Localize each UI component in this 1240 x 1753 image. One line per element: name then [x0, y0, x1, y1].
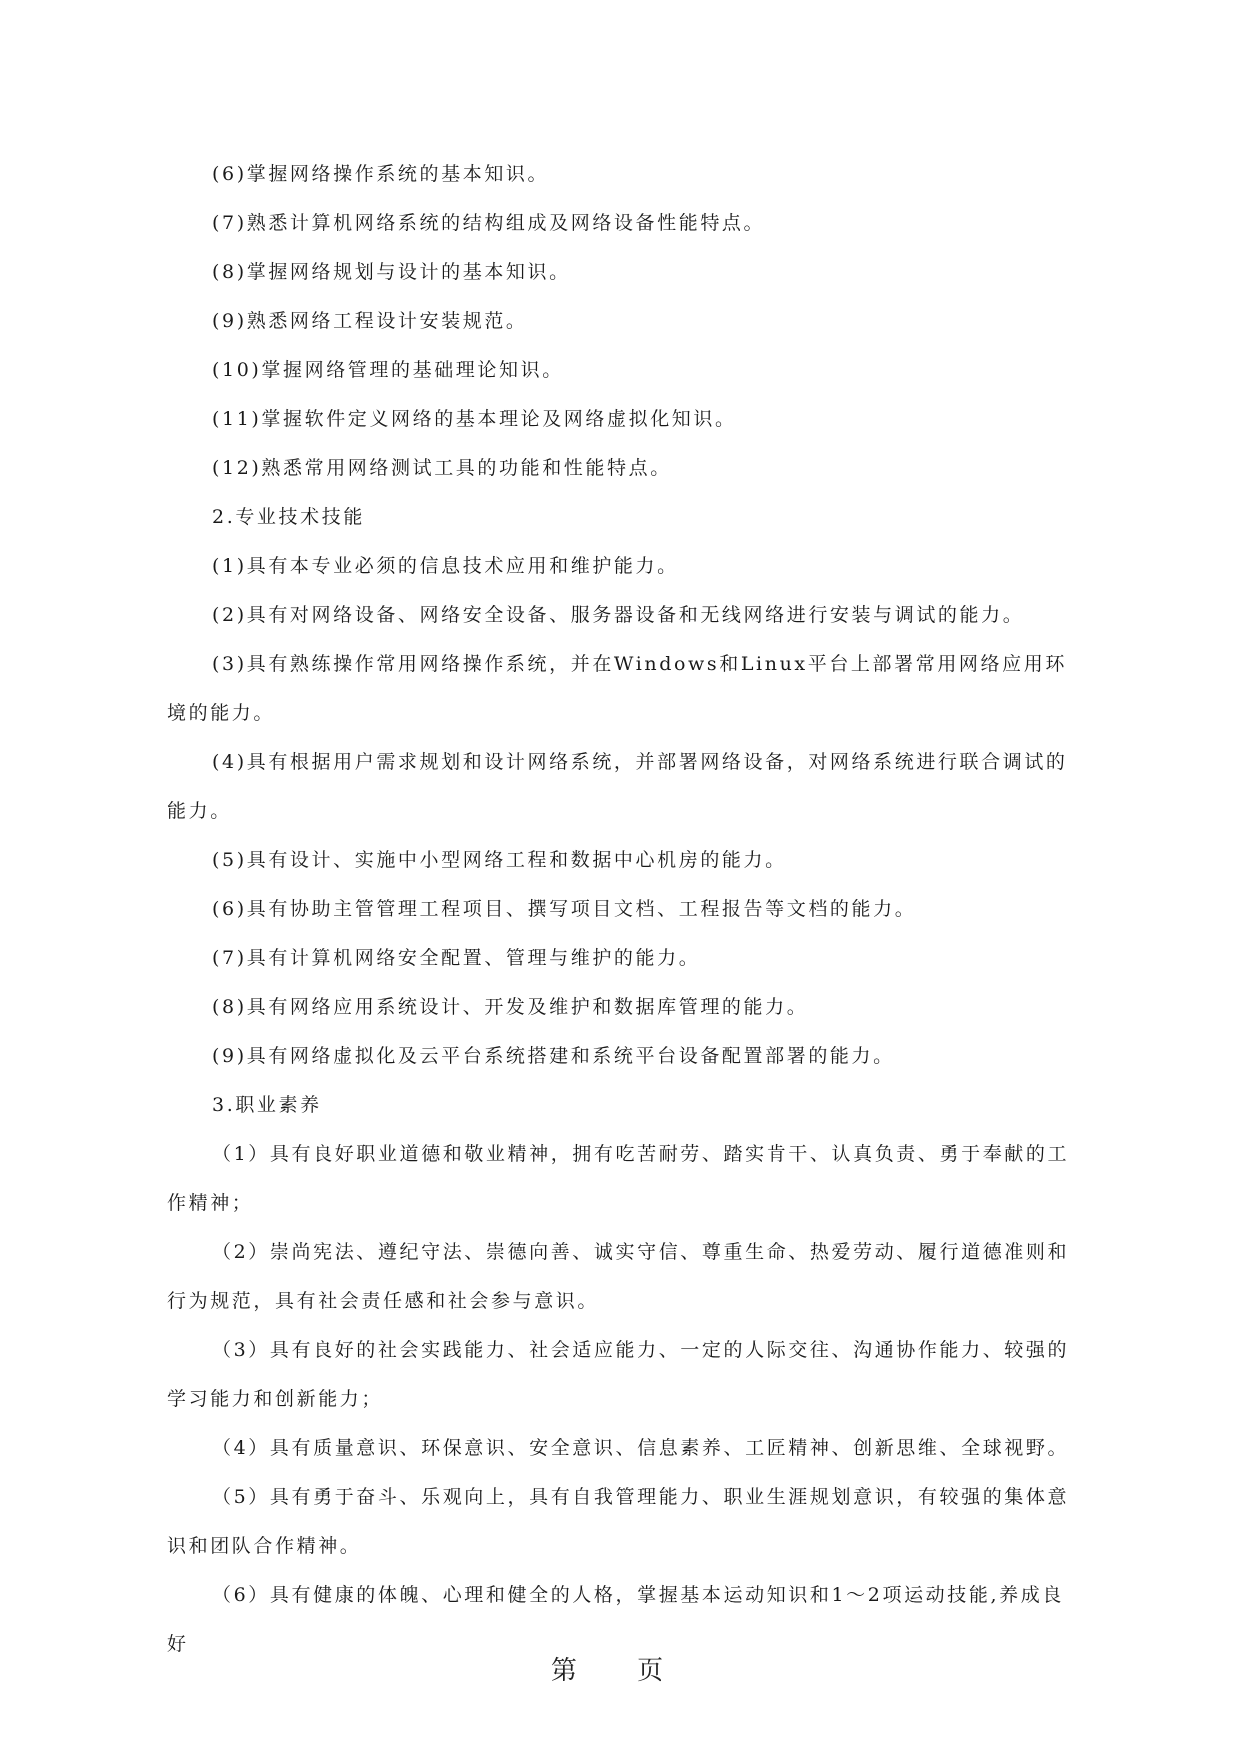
skill-item: (4)具有根据用户需求规划和设计网络系统，并部署网络设备，对网络系统进行联合调试的能力。: [167, 751, 1068, 822]
section-heading-skills: 2.专业技术技能: [212, 506, 365, 528]
literacy-item: （1）具有良好职业道德和敬业精神，拥有吃苦耐劳、踏实肯干、认真负责、勇于奉献的工作精神；: [167, 1143, 1070, 1214]
skill-item: (5)具有设计、实施中小型网络工程和数据中心机房的能力。: [212, 849, 787, 871]
knowledge-item: (9)熟悉网络工程设计安装规范。: [212, 310, 528, 332]
knowledge-item: (12)熟悉常用网络测试工具的功能和性能特点。: [212, 457, 672, 479]
skill-item: (7)具有计算机网络安全配置、管理与维护的能力。: [212, 947, 701, 969]
skill-item: (1)具有本专业必须的信息技术应用和维护能力。: [212, 555, 679, 577]
knowledge-item: (11)掌握软件定义网络的基本理论及网络虚拟化知识。: [212, 408, 737, 430]
skill-item: (2)具有对网络设备、网络安全设备、服务器设备和无线网络进行安装与调试的能力。: [212, 604, 1025, 626]
literacy-item: （2）崇尚宪法、遵纪守法、崇德向善、诚实守信、尊重生命、热爱劳动、履行道德准则和行为规范，具有社会责任感和社会参与意识。: [167, 1241, 1070, 1312]
knowledge-item: (6)掌握网络操作系统的基本知识。: [212, 163, 550, 185]
skill-item: (6)具有协助主管管理工程项目、撰写项目文档、工程报告等文档的能力。: [212, 898, 917, 920]
section-heading-literacy: 3.职业素养: [212, 1094, 322, 1116]
skill-item: (3)具有熟练操作常用网络操作系统，并在Windows和Linux平台上部署常用网络应用环境的能力。: [167, 653, 1067, 724]
literacy-item: （4）具有质量意识、环保意识、安全意识、信息素养、工匠精神、创新思维、全球视野。: [212, 1437, 1070, 1459]
literacy-item: （3）具有良好的社会实践能力、社会适应能力、一定的人际交往、沟通协作能力、较强的学习能力和创新能力；: [167, 1339, 1070, 1410]
knowledge-item: (8)掌握网络规划与设计的基本知识。: [212, 261, 571, 283]
skill-item: (9)具有网络虚拟化及云平台系统搭建和系统平台设备配置部署的能力。: [212, 1045, 895, 1067]
page-body: [167, 150, 1077, 1669]
literacy-item: （6）具有健康的体魄、心理和健全的人格，掌握基本运动知识和1～2项运动技能,养成良好: [167, 1584, 1064, 1655]
page-footer: 第 页: [550, 1656, 690, 1686]
skill-item: (8)具有网络应用系统设计、开发及维护和数据库管理的能力。: [212, 996, 809, 1018]
knowledge-item: (10)掌握网络管理的基础理论知识。: [212, 359, 564, 381]
literacy-item: （5）具有勇于奋斗、乐观向上，具有自我管理能力、职业生涯规划意识，有较强的集体意识和团队合作精神。: [167, 1486, 1070, 1557]
knowledge-item: (7)熟悉计算机网络系统的结构组成及网络设备性能特点。: [212, 212, 766, 234]
